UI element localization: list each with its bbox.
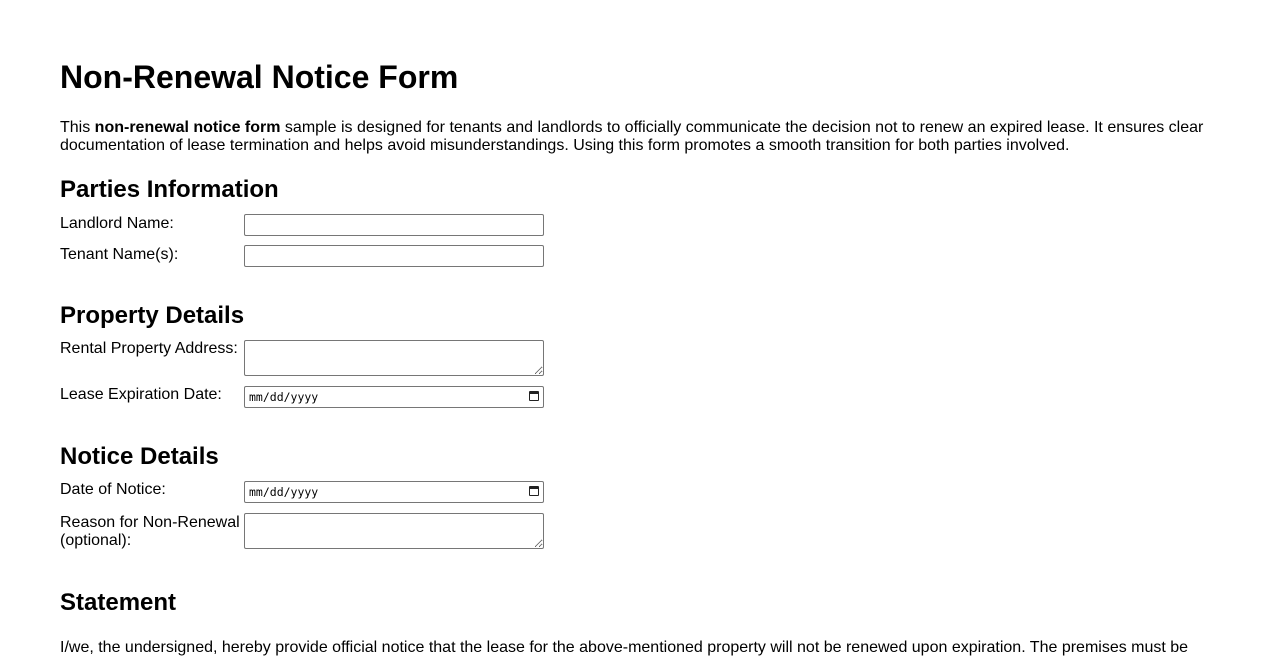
intro-text: This — [60, 119, 95, 136]
landlord-name-input[interactable] — [244, 214, 544, 236]
property-address-textarea[interactable] — [244, 340, 544, 376]
statement-heading: Statement — [60, 589, 177, 616]
lease-expiration-date-input[interactable] — [244, 386, 544, 408]
reason-row — [60, 513, 1218, 550]
tenant-name-input[interactable] — [244, 245, 544, 267]
property-heading: Property Details — [60, 302, 245, 329]
intro-text-rest: sample is designed for tenants and landlords to officially communicate the decision not to renew an expired lease. It ensures clear documentation of lease termination and helps avoid misunderstandings. Using this form promotes a smooth transition for both parties involved. — [60, 119, 1204, 154]
intro-paragraph — [60, 119, 1218, 155]
page-title: Non-Renewal Notice Form — [60, 59, 459, 95]
parties-heading: Parties Information — [60, 176, 279, 203]
address-label: Rental Property Address: — [60, 340, 238, 357]
tenant-row — [60, 245, 1218, 267]
address-row — [60, 340, 1218, 376]
tenant-label: Tenant Name(s): — [60, 246, 179, 263]
landlord-row — [60, 214, 1218, 236]
notice-date-label: Date of Notice: — [60, 481, 166, 498]
date-placeholder: mm/dd/yyyy — [249, 485, 319, 499]
calendar-icon[interactable] — [529, 391, 539, 401]
expiration-row — [60, 386, 1218, 408]
statement-text: I/we, the undersigned, hereby provide official notice that the lease for the above-mentioned property will not be renewed upon expiration. The premises must be — [60, 639, 1189, 656]
expiration-label: Lease Expiration Date: — [60, 386, 222, 403]
intro-bold: non-renewal notice form — [94, 119, 281, 136]
reason-label: Reason for Non-Renewal (optional): — [60, 514, 240, 549]
landlord-label: Landlord Name: — [60, 215, 174, 232]
calendar-icon[interactable] — [529, 486, 539, 496]
reason-textarea[interactable] — [244, 513, 544, 549]
notice-date-row — [60, 481, 1218, 503]
date-placeholder: mm/dd/yyyy — [249, 390, 319, 404]
notice-date-input[interactable] — [244, 481, 544, 503]
notice-heading: Notice Details — [60, 443, 219, 470]
